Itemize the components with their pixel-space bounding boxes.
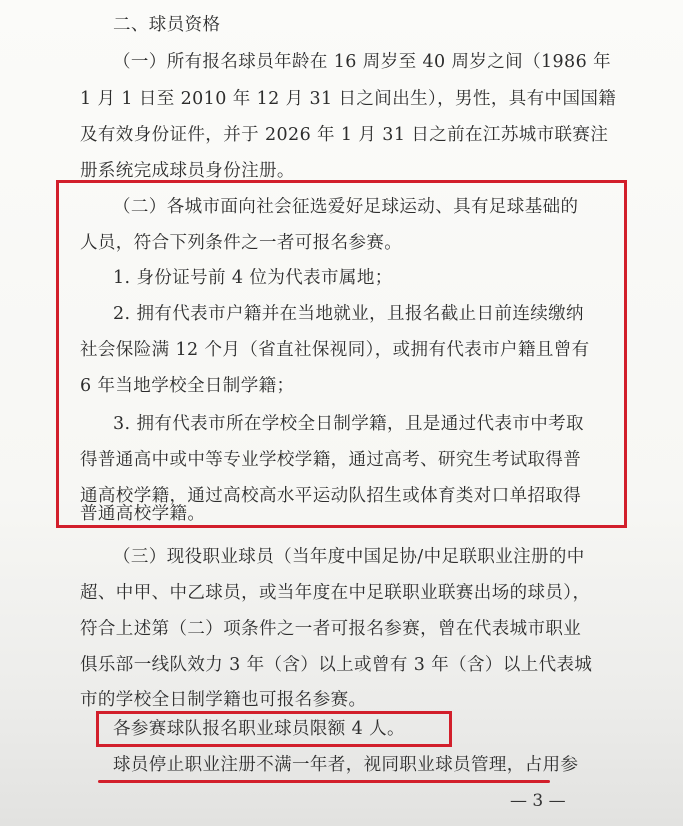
para1-line: 1 月 1 日至 2010 年 12 月 31 日之间出生），男性，具有中国国籍 xyxy=(80,89,617,109)
condition-1: 1. 身份证号前 4 位为代表市属地； xyxy=(113,268,393,288)
para1-line: 册系统完成球员身份注册。 xyxy=(80,161,295,181)
condition-3-line: 通高校学籍，通过高校高水平运动队招生或体育类对口单招取得 xyxy=(80,486,582,506)
condition-3-line: 普通高校学籍。 xyxy=(80,504,206,524)
para3-line: 市的学校全日制学籍也可报名参赛。 xyxy=(80,690,367,710)
condition-2-line: 6 年当地学校全日制学籍； xyxy=(80,376,295,396)
condition-3-line: 得普通高中或中等专业学校学籍，通过高考、研究生考试取得普 xyxy=(80,450,582,470)
para2-line: （二）各城市面向社会征选爱好足球运动、具有足球基础的 xyxy=(113,197,579,217)
para1-line: （一）所有报名球员年龄在 16 周岁至 40 周岁之间（1986 年 xyxy=(113,52,611,72)
underline-highlight xyxy=(98,780,550,783)
quota-line: 各参赛球队报名职业球员限额 4 人。 xyxy=(113,719,405,739)
para3-line: 俱乐部一线队效力 3 年（含）以上或曾有 3 年（含）以上代表城 xyxy=(80,655,593,675)
last-line: 球员停止职业注册不满一年者，视同职业球员管理，占用参 xyxy=(113,755,579,775)
para2-line: 人员，符合下列条件之一者可报名参赛。 xyxy=(80,233,403,253)
condition-2-line: 2. 拥有代表市户籍并在当地就业，且报名截止日前连续缴纳 xyxy=(113,304,584,324)
para3-line: 符合上述第（二）项条件之一者可报名参赛，曾在代表城市职业 xyxy=(80,619,582,639)
condition-2-line: 社会保险满 12 个月（省直社保视同），或拥有代表市户籍且曾有 xyxy=(80,340,590,360)
page-number: — 3 — xyxy=(510,791,566,811)
section-heading: 二、球员资格 xyxy=(113,15,221,35)
para3-line: （三）现役职业球员（当年度中国足协/中足联职业注册的中 xyxy=(113,547,585,567)
condition-3-line: 3. 拥有代表市所在学校全日制学籍，且是通过代表市中考取 xyxy=(113,414,584,434)
para3-line: 超、中甲、中乙球员，或当年度在中足联职业联赛出场的球员）， xyxy=(80,583,591,603)
para1-line: 及有效身份证件，并于 2026 年 1 月 31 日之前在江苏城市联赛注 xyxy=(80,125,609,145)
